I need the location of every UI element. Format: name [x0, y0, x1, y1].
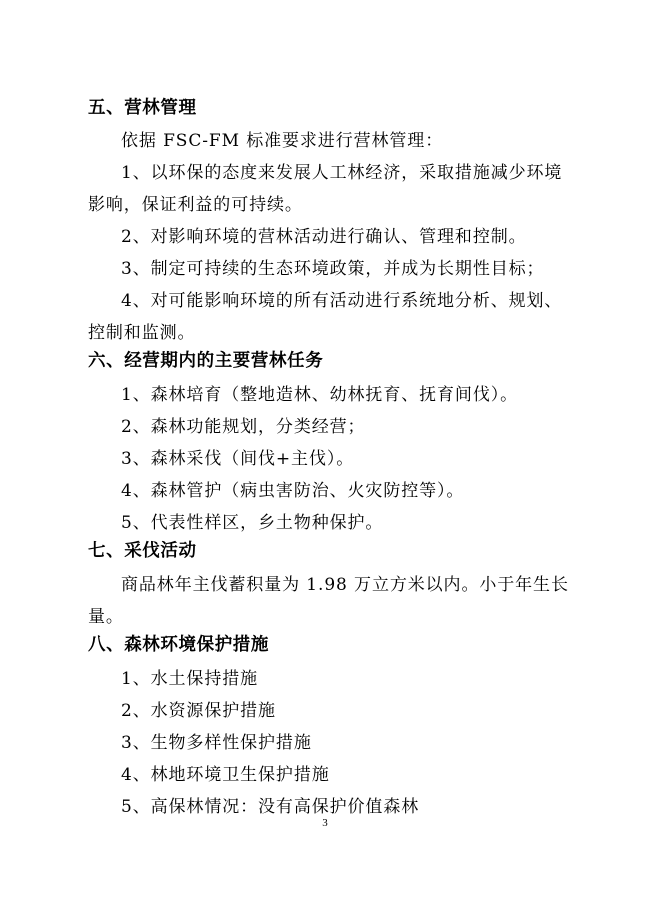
section-heading-6: 六、经营期内的主要营林任务: [88, 351, 324, 371]
section-6-item-4: 4、森林管护（病虫害防治、火灾防控等）。: [121, 481, 465, 501]
section-8-item-3: 3、生物多样性保护措施: [121, 733, 312, 753]
section-8-item-4: 4、林地环境卫生保护措施: [121, 765, 330, 785]
page-number: 3: [322, 817, 328, 829]
section-5-item-3: 3、制定可持续的生态环境政策，并成为长期性目标；: [121, 259, 545, 279]
section-6-item-3: 3、森林采伐（间伐+主伐）。: [121, 449, 355, 469]
section-6-item-5: 5、代表性样区，乡土物种保护。: [121, 513, 384, 533]
section-heading-5: 五、营林管理: [88, 98, 197, 118]
section-5-item-1-line-2: 影响，保证利益的可持续。: [88, 195, 303, 215]
section-6-item-1: 1、森林培育（整地造林、幼林抚育、抚育间伐）。: [121, 385, 519, 405]
section-7-text-line-1: 商品林年主伐蓄积量为 1.98 万立方米以内。小于年生长: [121, 575, 569, 595]
section-5-item-1-line-1: 1、以环保的态度来发展人工林经济，采取措施减少环境: [121, 163, 563, 183]
section-heading-8: 八、森林环境保护措施: [88, 635, 269, 655]
section-8-item-5: 5、高保林情况：没有高保护价值森林: [121, 797, 420, 817]
section-5-item-2: 2、对影响环境的营林活动进行确认、管理和控制。: [121, 227, 527, 247]
section-8-item-2: 2、水资源保护措施: [121, 701, 276, 721]
section-6-item-2: 2、森林功能规划，分类经营；: [121, 417, 366, 437]
section-5-item-4-line-1: 4、对可能影响环境的所有活动进行系统地分析、规划、: [121, 291, 563, 311]
section-7-text-line-2: 量。: [88, 607, 124, 627]
section-5-intro: 依据 FSC-FM 标准要求进行营林管理：: [121, 131, 444, 151]
section-8-item-1: 1、水土保持措施: [121, 669, 259, 689]
section-heading-7: 七、采伐活动: [88, 541, 197, 561]
section-5-item-4-line-2: 控制和监测。: [88, 323, 196, 343]
